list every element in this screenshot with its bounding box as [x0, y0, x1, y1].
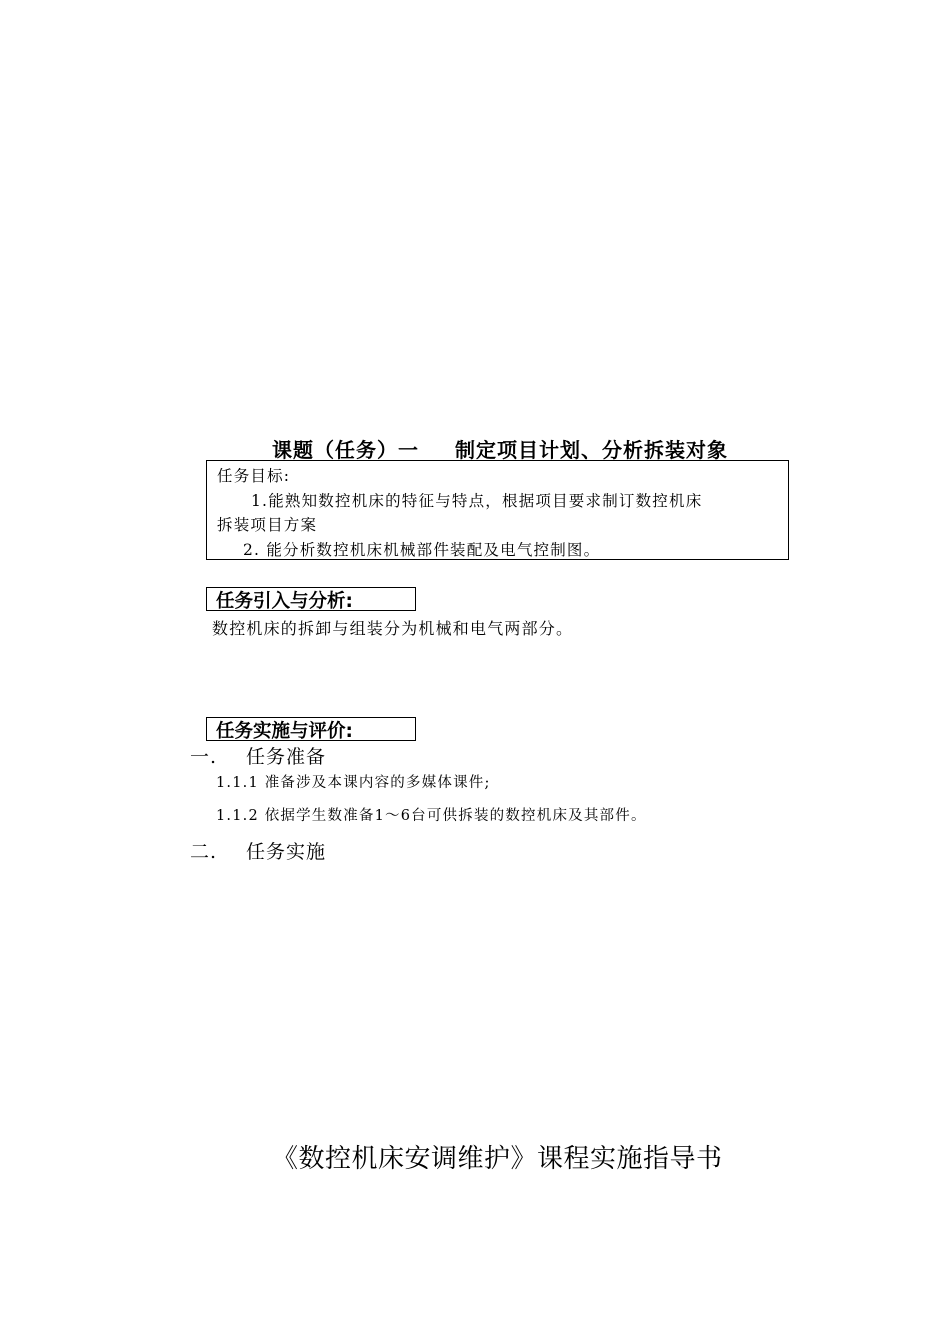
objective-item-1-line-2: 拆装项目方案 — [217, 516, 318, 534]
task-title-name: 制定项目计划、分析拆装对象 — [455, 438, 728, 462]
task-title-prefix: 课题（任务）一 — [272, 438, 419, 462]
intro-heading-box — [206, 587, 416, 611]
implementation-heading: 任务实施与评价: — [216, 721, 353, 742]
objectives-box — [206, 460, 789, 560]
document-footer-title: 《数控机床安调维护》课程实施指导书 — [272, 1144, 723, 1174]
objective-item-2: 2. 能分析数控机床机械部件装配及电气控制图。 — [243, 541, 601, 559]
implementation-heading-box — [206, 717, 416, 741]
part-2-number: 二. — [190, 841, 218, 863]
task-title — [272, 434, 728, 463]
step-1-1-1: 1.1.1 准备涉及本课内容的多媒体课件; — [216, 775, 491, 791]
part-2-title: 任务实施 — [246, 841, 327, 863]
intro-text: 数控机床的拆卸与组装分为机械和电气两部分。 — [212, 619, 574, 638]
step-1-1-2: 1.1.2 依据学生数准备1～6台可供拆装的数控机床及其部件。 — [216, 808, 647, 824]
intro-heading: 任务引入与分析: — [216, 591, 353, 612]
objective-item-1-line-1: 1.能熟知数控机床的特征与特点，根据项目要求制订数控机床 — [251, 492, 703, 510]
part-1-number: 一. — [190, 746, 218, 768]
objectives-label: 任务目标: — [217, 467, 291, 485]
part-1-title: 任务准备 — [246, 746, 327, 768]
